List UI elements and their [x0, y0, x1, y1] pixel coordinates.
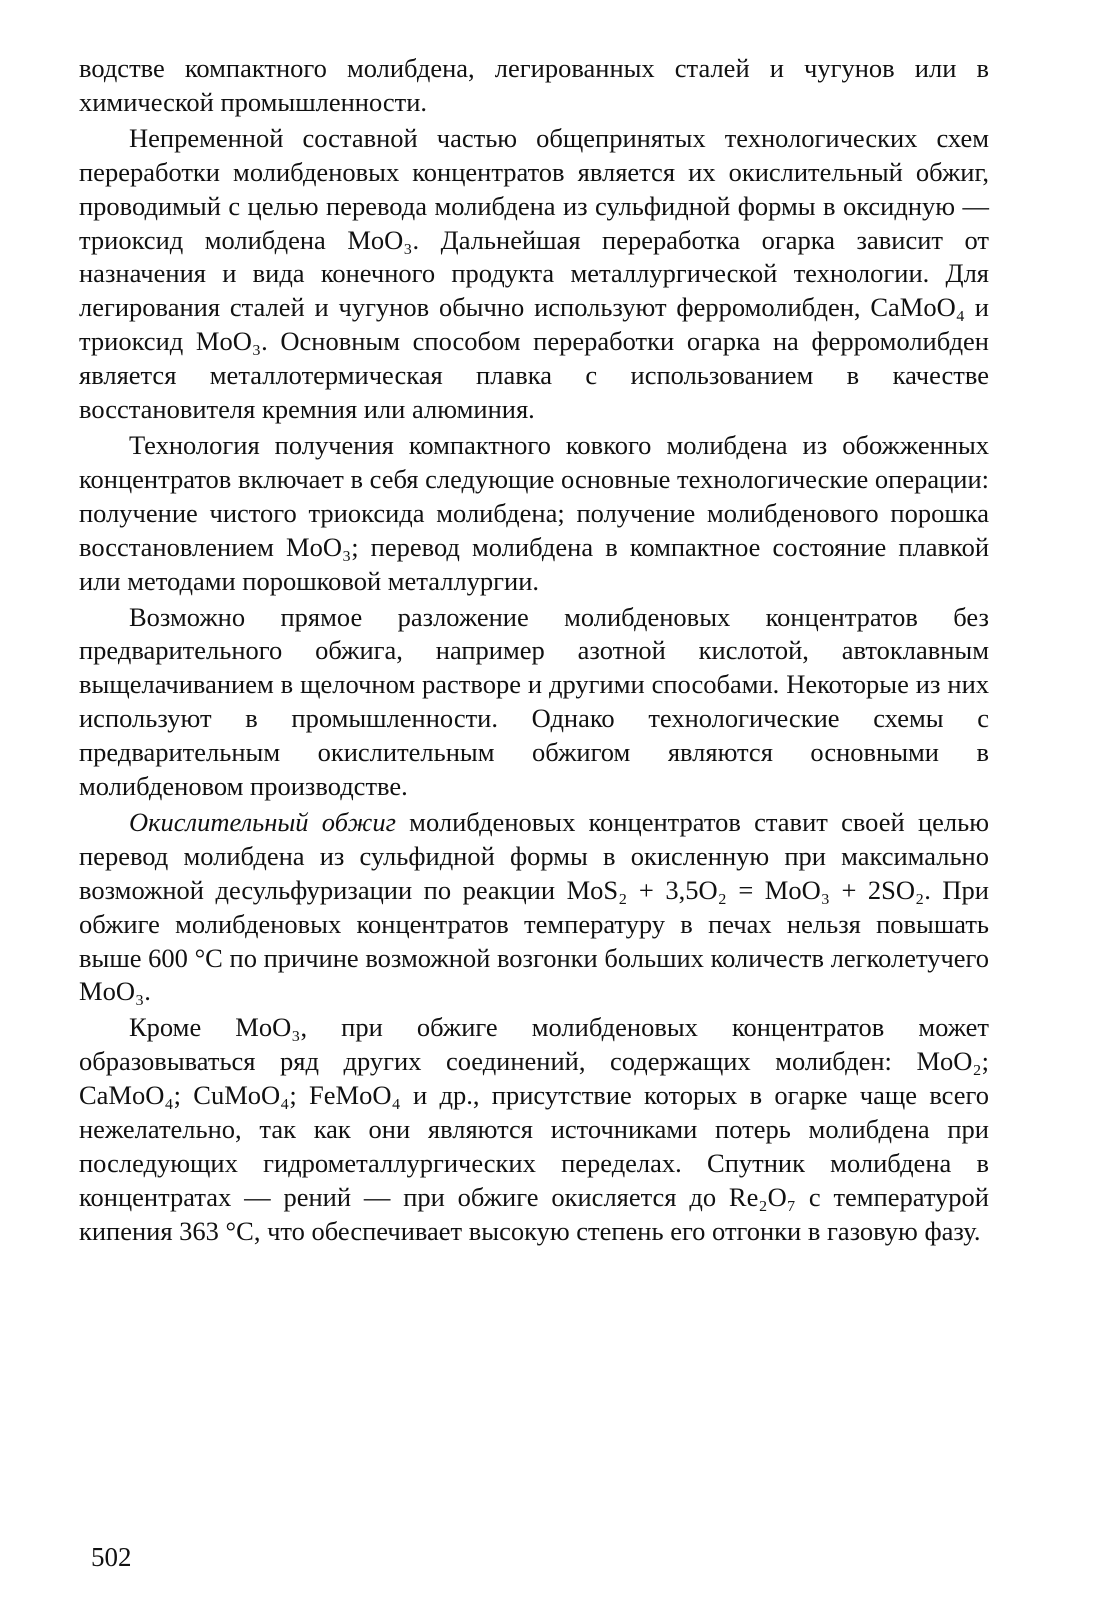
italic-term: Окислительный обжиг	[129, 806, 396, 837]
page-number: 502	[91, 1542, 132, 1572]
paragraph-continuation: водстве компактного молибдена, легированных сталей и чугунов или в химической промышленности.	[79, 53, 989, 117]
paragraph-roasting-overview: Непременной составной частью общепринятых технологических схем переработки молибденовых концентратов является их окислительный обжиг, проводимый с целью перевода молибдена из сульфидной формы в оксидную — триоксид молибдена MoO₃. Дальнейшая переработка огарка зависит от назначения и вида конечного продукта металлургической технологии. Для легирования сталей и чугунов обычно используют ферромолибден, CaMoO₄ и триоксид MoO₃. Основным способом переработки огарка на ферромолибден является металлотермическая плавка с использованием в качестве восстановителя кремния или алюминия.	[79, 122, 989, 425]
paragraph-byproducts: Кроме MoO₃, при обжиге молибденовых концентратов может образовываться ряд других соединений, содержащих молибден: MoO₂; CaMoO₄; CuMoO₄; FeMoO₄ и др., присутствие которых в огарке чаще всего нежелательно, так как они являются источниками потерь молибдена при последующих гидрометаллургических переделах. Спутник молибдена в концентратах — рений — при обжиге окисляется до Re₂O₇ с температурой кипения 363 °C, что обеспечивает высокую степень его отгонки в газовую фазу.	[79, 1012, 989, 1246]
paragraph-text: молибденовых концентратов ставит своей целью перевод молибдена из сульфидной формы в окисленную при максимально возможной десульфуризации по реакции MoS₂ + 3,5O₂ = MoO₃ + 2SO₂. При обжиге молибденовых концентратов температуру в печах нельзя повышать выше 600 °C по причине возможной возгонки больших количеств легколетучего MoO₃.	[79, 806, 989, 1007]
paragraph-direct-decomposition: Возможно прямое разложение молибденовых концентратов без предварительного обжига, например азотной кислотой, автоклавным выщелачиванием в щелочном растворе и другими способами. Некоторые из них используют в промышленности. Однако технологические схемы с предварительным окислительным обжигом являются основными в молибденовом производстве.	[79, 601, 989, 802]
paragraph-oxidizing-roasting	[79, 806, 989, 1009]
paragraph-compact-molybdenum: Технология получения компактного ковкого молибдена из обожженных концентратов включает в себя следующие основные технологические операции: получение чистого триоксида молибдена; получение молибденового порошка восстановлением MoO₃; перевод молибдена в компактное состояние плавкой или методами порошковой металлургии.	[79, 429, 989, 596]
page-body	[79, 52, 989, 1249]
